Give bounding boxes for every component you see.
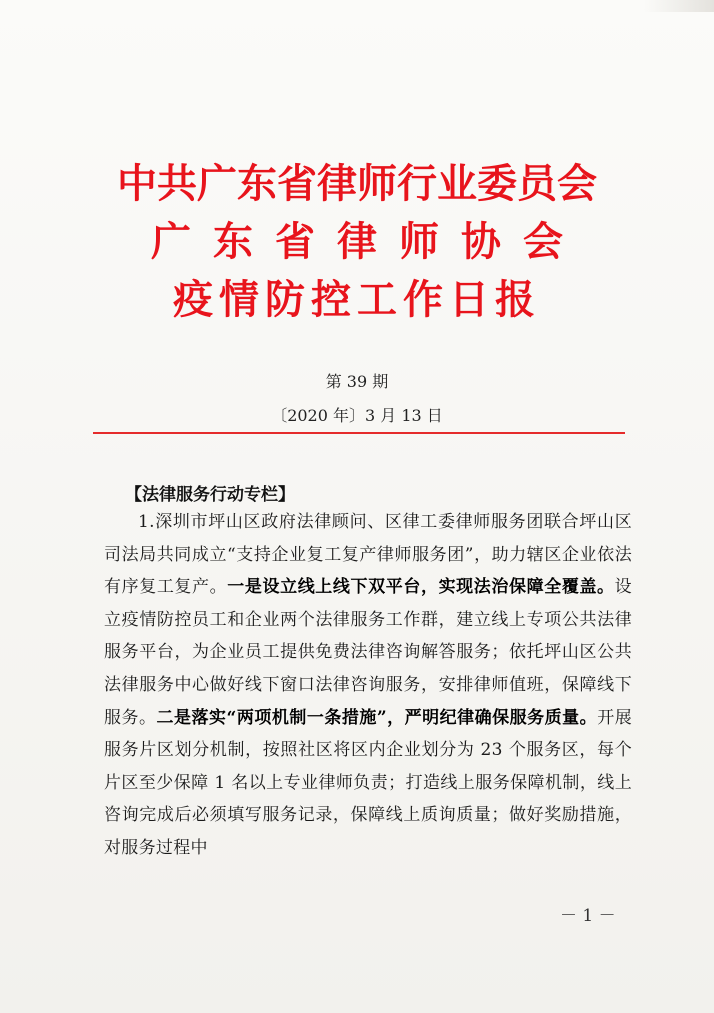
article-bold-point-1: 一是设立线上线下双平台，实现法治保障全覆盖。 [227,577,615,598]
article-body [104,506,632,865]
article-sentence: 1.深圳市坪山区政府法律顾问、区律工委律师服务团联合坪山区司法局共同成立“支持企业复工复产律师服务团”，助力辖区企业依法有序复工复产。 [104,512,632,598]
article-sentence: 设立疫情防控员工和企业两个法律服务工作群，建立线上专项公共法律服务平台，为企业员工提供免费法律咨询解答服务；依托坪山区公共法律服务中心做好线下窗口法律咨询服务，安排律师值班，保障线下服务。 [104,577,632,728]
masthead-line-committee: 中共广东省律师行业委员会 [117,160,597,207]
red-divider-rule [93,432,625,434]
page-corner-shadow [644,0,714,12]
issue-number: 第 39 期 [325,372,389,391]
page-number: － 1 － [560,906,616,926]
masthead-line-association: 广东省律师协会 [151,218,585,265]
article-paragraph [104,506,632,865]
issue-date: 〔2020 年〕3 月 13 日 [271,406,443,425]
masthead-line-report-title: 疫情防控工作日报 [173,276,541,323]
column-title: 【法律服务行动专栏】 [125,485,295,505]
article-sentence: 开展服务片区划分机制，按照社区将区内企业划分为 23 个服务区，每个片区至少保障 1 名以上专业律师负责；打造线上服务保障机制，线上咨询完成后必须填写服务记录，保障线上质询质量；做好奖励措施，对服务过程中 [104,707,632,858]
article-bold-point-2: 二是落实“两项机制一条措施”，严明纪律确保服务质量。 [156,707,598,728]
